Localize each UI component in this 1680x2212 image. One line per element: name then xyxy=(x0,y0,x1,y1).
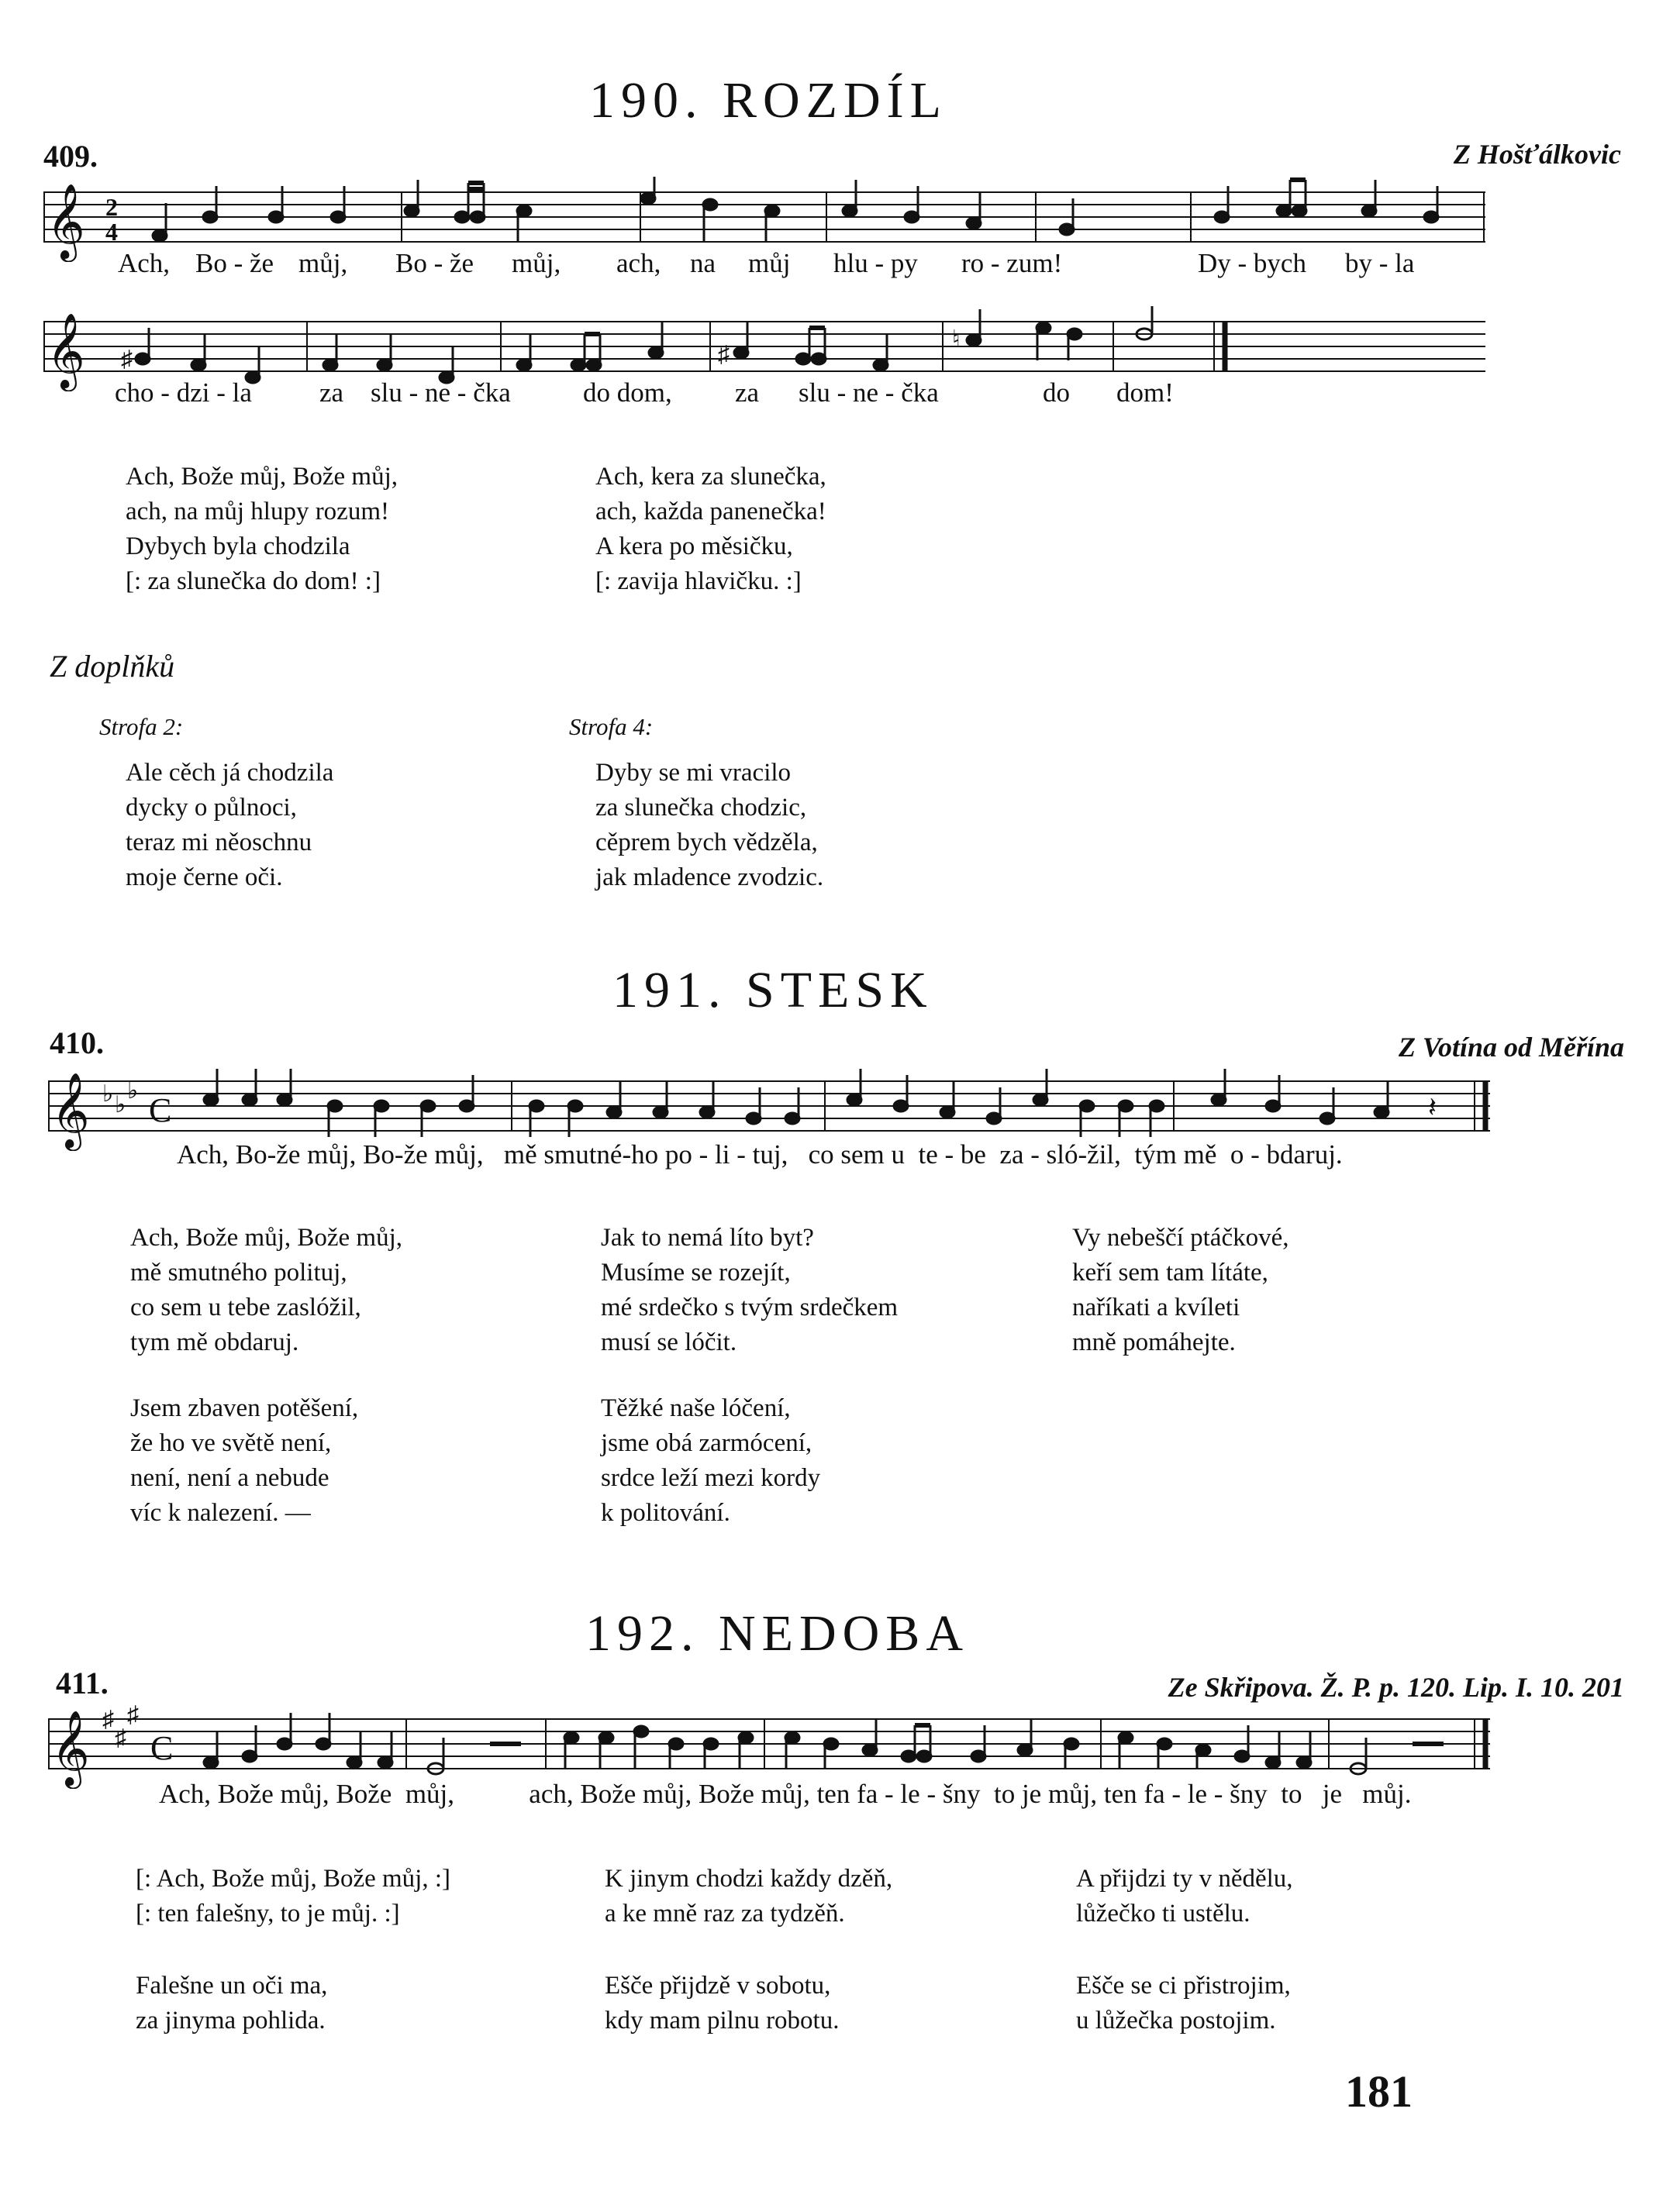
verse xyxy=(601,1391,820,1531)
svg-text:♮: ♮ xyxy=(952,326,961,352)
lyric-syllable: Ach, xyxy=(118,248,171,278)
page-number: 181 xyxy=(1345,2066,1413,2117)
verse-line: dycky o půlnoci, xyxy=(126,794,297,822)
svg-text:𝄽: 𝄽 xyxy=(1428,1092,1437,1124)
verse-line: K jinym chodzi každy dzěň, xyxy=(605,1865,893,1893)
svg-text:♭: ♭ xyxy=(127,1078,139,1104)
verse xyxy=(136,1862,450,1931)
verse-line: Jsem zbaven potěšení, xyxy=(130,1394,359,1422)
verse-line: u lůžečka postojim. xyxy=(1076,2007,1276,2035)
verse-line: Ešče přijdzě v sobotu, xyxy=(605,1972,831,2000)
verse-line: Ach, Bože můj, Bože můj, xyxy=(130,1224,403,1252)
lyric-syllable: Bo - že xyxy=(195,248,274,278)
verse-line: Jak to nemá líto byt? xyxy=(601,1224,814,1252)
svg-text:♯: ♯ xyxy=(115,1725,126,1751)
lyric-syllable: do dom, xyxy=(583,377,672,408)
song-origin: Z Hošťálkovic xyxy=(1453,139,1621,170)
verse-line: lůžečko ti ustělu. xyxy=(1076,1900,1251,1928)
verse-line: [: Ach, Bože můj, Bože můj, :] xyxy=(136,1865,451,1893)
verse xyxy=(1072,1221,1289,1360)
svg-text:♭: ♭ xyxy=(102,1081,114,1107)
supplement-heading: Z doplňků xyxy=(50,649,175,684)
verse xyxy=(1076,1969,1291,2038)
verse-line: [: zavija hlavičku. :] xyxy=(595,567,802,595)
lyric-syllable: slu - ne - čka xyxy=(799,377,939,408)
lyric-syllable: slu - ne - čka xyxy=(371,377,511,408)
lyric-syllable: ro - zum! xyxy=(961,248,1063,278)
verse-line: Ach, kera za slunečka, xyxy=(595,463,826,491)
svg-text:♯: ♯ xyxy=(121,346,133,372)
verse xyxy=(605,1862,892,1931)
svg-text:𝄞: 𝄞 xyxy=(51,1710,90,1786)
verse-line: cěprem bych vědzěla, xyxy=(595,829,818,856)
verse-line: a ke mně raz za tydzěň. xyxy=(605,1900,845,1928)
verse-line: mé srdečko s tvým srdečkem xyxy=(601,1294,899,1321)
svg-text:♯: ♯ xyxy=(102,1707,114,1732)
melody-number: 411. xyxy=(56,1666,109,1700)
lyric-syllable: ach, xyxy=(616,248,661,278)
verse-line: Těžké naše lóčení, xyxy=(601,1394,791,1422)
verse-line: Ešče se ci přistrojim, xyxy=(1076,1972,1291,2000)
lyric-syllable: za xyxy=(735,377,760,408)
verse-line: Dyby se mi vracilo xyxy=(595,759,792,787)
svg-text:♯: ♯ xyxy=(127,1704,139,1728)
lyrics-line xyxy=(0,377,1680,416)
lyrics-line xyxy=(0,248,1680,287)
song-origin: Z Votína od Měřína xyxy=(1398,1032,1624,1063)
verse-line: k politování. xyxy=(601,1499,730,1527)
verse-line: za jinyma pohlida. xyxy=(136,2007,326,2035)
verse-line: co sem u tebe zaslóžil, xyxy=(130,1294,361,1321)
verse-line: musí se lóčit. xyxy=(601,1328,737,1356)
lyric-syllable: můj, xyxy=(298,248,348,278)
verse-line: za slunečka chodzic, xyxy=(595,794,807,822)
lyric-syllable: by - la xyxy=(1345,248,1415,278)
verse xyxy=(1076,1862,1293,1931)
svg-text:♯: ♯ xyxy=(718,342,730,367)
song-title: 191. STESK xyxy=(612,962,933,1018)
verse xyxy=(605,1969,839,2038)
lyric-syllable: za xyxy=(319,377,344,408)
lyric-syllable: hlu - py xyxy=(833,248,918,278)
verse-line: naříkati a kvíleti xyxy=(1072,1294,1240,1321)
verse-line: Ale cěch já chodzila xyxy=(126,759,334,787)
verse-line: není, není a nebude xyxy=(130,1464,329,1492)
verse-line: jak mladence zvodzic. xyxy=(595,863,824,891)
strofa-label: Strofa 4: xyxy=(569,713,654,740)
melody-number: 410. xyxy=(50,1025,104,1060)
lyric-syllable: cho - dzi - la xyxy=(115,377,252,408)
lyric-syllable: na xyxy=(690,248,716,278)
verse-line: A kera po měsičku, xyxy=(595,532,793,560)
verse-line: jsme obá zarmócení, xyxy=(601,1429,812,1457)
svg-text:2: 2 xyxy=(105,193,118,221)
verse-line: ach, na můj hlupy rozum! xyxy=(126,498,389,525)
verse-line: [: za slunečka do dom! :] xyxy=(126,567,381,595)
verse-line: [: ten falešny, to je můj. :] xyxy=(136,1900,400,1928)
verse-line: Vy nebeščí ptáčkové, xyxy=(1072,1224,1289,1252)
svg-text:♭: ♭ xyxy=(115,1092,126,1118)
verse-line: Falešne un oči ma, xyxy=(136,1972,328,2000)
verse xyxy=(126,756,333,895)
lyric-syllable: můj xyxy=(748,248,791,278)
verse-line: srdce leží mezi kordy xyxy=(601,1464,821,1492)
lyric-syllable: dom! xyxy=(1116,377,1174,408)
svg-text:𝄞: 𝄞 xyxy=(51,1072,90,1148)
verse-line: kdy mam pilnu robotu. xyxy=(605,2007,840,2035)
verse xyxy=(130,1221,402,1360)
verse xyxy=(136,1969,327,2038)
verse xyxy=(595,756,823,895)
lyric-syllable: můj, xyxy=(512,248,561,278)
verse-line: tym mě obdaruj. xyxy=(130,1328,299,1356)
verse-line: Musíme se rozejít, xyxy=(601,1259,791,1287)
verse xyxy=(126,460,398,599)
verse-line: A přijdzi ty v nědělu, xyxy=(1076,1865,1293,1893)
svg-text:C: C xyxy=(150,1729,174,1767)
melody-number: 409. xyxy=(43,139,98,174)
lyric-syllable: Bo - že xyxy=(395,248,474,278)
lyrics-line: Ach, Bo-že můj, Bo-že můj, mě smutné-ho po - li - tuj, co sem u te - be za - sló-žil, tým mě o - bdaruj. xyxy=(177,1139,1343,1170)
verse-line: víc k nalezení. — xyxy=(130,1499,311,1527)
svg-text:𝄞: 𝄞 xyxy=(47,312,85,388)
verse-line: ach, každa panenečka! xyxy=(595,498,826,525)
lyric-syllable: Dy - bych xyxy=(1198,248,1306,278)
strofa-label: Strofa 2: xyxy=(99,713,184,740)
verse-line: moje černe oči. xyxy=(126,863,283,891)
verse-line: mě smutného polituj, xyxy=(130,1259,347,1287)
verse-line: mně pomáhejte. xyxy=(1072,1328,1236,1356)
svg-text:𝄞: 𝄞 xyxy=(47,183,85,259)
svg-text:C: C xyxy=(149,1091,172,1129)
lyric-syllable: do xyxy=(1043,377,1070,408)
song-title: 192. NEDOBA xyxy=(585,1605,969,1662)
verse xyxy=(595,460,826,599)
lyrics-line: Ach, Bože můj, Bože můj, ach, Bože můj, Bože můj, ten fa - le - šny to je můj, ten fa - le - šny to je můj. xyxy=(159,1779,1412,1809)
verse-line: Dybych byla chodzila xyxy=(126,532,350,560)
music-staff xyxy=(48,1704,1490,1789)
verse-line: teraz mi něoschnu xyxy=(126,829,312,856)
verse xyxy=(601,1221,898,1360)
verse xyxy=(130,1391,358,1531)
verse-line: Ach, Bože můj, Bože můj, xyxy=(126,463,398,491)
song-origin: Ze Skřipova. Ž. P. p. 120. Lip. I. 10. 201 xyxy=(1168,1672,1624,1703)
verse-line: že ho ve světě není, xyxy=(130,1429,332,1457)
music-staff xyxy=(48,1066,1490,1151)
svg-text:4: 4 xyxy=(105,218,118,246)
song-title: 190. ROZDÍL xyxy=(589,72,947,129)
verse-line: keří sem tam lítáte, xyxy=(1072,1259,1268,1287)
